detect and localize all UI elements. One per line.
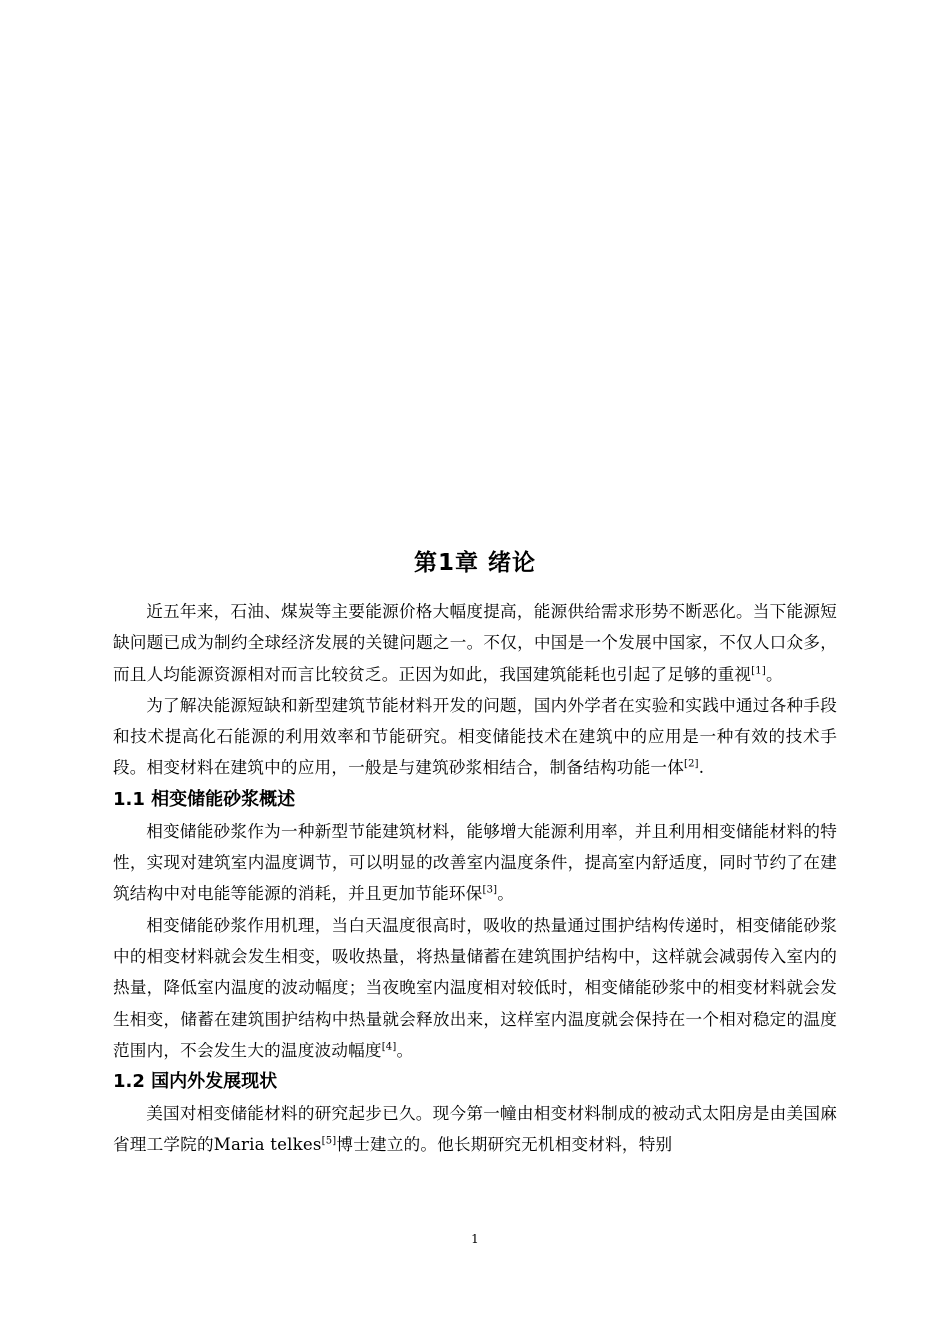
citation-2[interactable]: [2] [684,758,699,770]
citation-4[interactable]: [4] [381,1041,397,1053]
section-heading-1-2: 1.2 国内外发展现状 [113,1071,278,1093]
paragraph-text: 近五年来，石油、煤炭等主要能源价格大幅度提高，能源供给需求形势不断恶化。当下能源短缺问题已成为制约全球经济发展的关键问题之一。不仅，中国是一个发展中国家，不仅人口众多，而且人均能源资源相对而言比较贫乏。正因为如此，我国建筑能耗也引起了足够的重视 [113,602,837,684]
paragraph-tail: 。 [396,1040,414,1060]
paragraph-text: 相变储能砂浆作用机理，当白天温度很高时，吸收的热量通过围护结构传递时，相变储能砂浆中的相变材料就会发生相变，吸收热量，将热量储蓄在建筑围护结构中，这样就会减弱传入室内的热量，降低室内温度的波动幅度；当夜晚室内温度相对较低时，相变储能砂浆中的相变材料就会发生相变，储蓄在建筑围护结构中热量就会释放出来，这样室内温度就会保持在一个相对稳定的温度范围内，不会发生大的温度波动幅度 [113,915,837,1060]
paragraph-intro-2 [113,690,837,784]
citation-5[interactable]: [5] [321,1135,337,1147]
paragraph-intro-1 [113,596,837,690]
paragraph-1-1-a [113,816,837,910]
paragraph-text: 美国对相变储能材料的研究起步已久。现今第一幢由相变材料制成的被动式太阳房是由美国麻省理工学院的Maria telkes [113,1104,837,1155]
paragraph-1-1-b [113,910,837,1066]
citation-1[interactable]: [1] [751,665,766,677]
paragraph-1-2-a [113,1098,837,1161]
section-heading-1-1: 1.1 相变储能砂浆概述 [113,788,296,810]
chapter-title: 第1章 绪论 [413,550,536,576]
body-text [113,596,837,1161]
paragraph-text: 为了解决能源短缺和新型建筑节能材料开发的问题，国内外学者在实验和实践中通过各种手段和技术提高化石能源的利用效率和节能研究。相变储能技术在建筑中的应用是一种有效的技术手段。相变材料在建筑中的应用，一般是与建筑砂浆相结合，制备结构功能一体 [113,695,837,778]
citation-3[interactable]: [3] [482,884,498,896]
paragraph-tail: 博士建立的。他长期研究无机相变材料，特别 [336,1135,673,1155]
paragraph-tail: 。 [497,884,515,904]
page-number: 1 [471,1232,479,1246]
paragraph-tail: . [698,758,705,778]
paragraph-text: 相变储能砂浆作为一种新型节能建筑材料，能够增大能源利用率，并且利用相变储能材料的特性，实现对建筑室内温度调节，可以明显的改善室内温度条件，提高室内舒适度，同时节约了在建筑结构中对电能等能源的消耗，并且更加节能环保 [113,821,837,904]
paragraph-tail: 。 [765,664,783,684]
